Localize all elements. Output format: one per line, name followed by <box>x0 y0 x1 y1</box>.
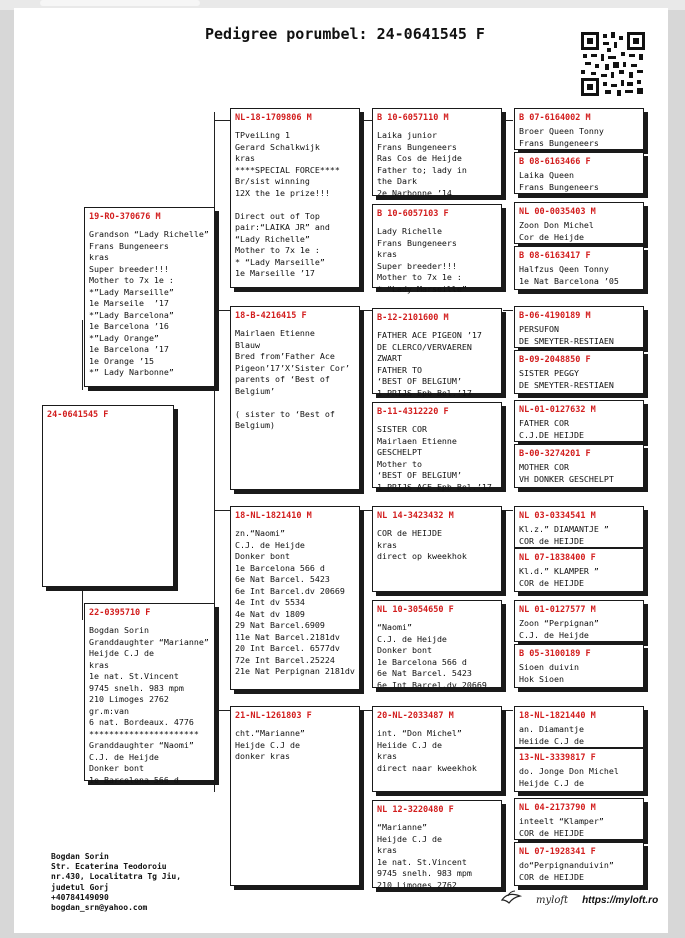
great-grandparent-card[interactable] <box>372 506 502 592</box>
card-text: do. Jonge Don Michel Heijde C.J de <box>519 766 619 788</box>
card-text: FATHER ACE PIGEON ’17 DE CLERCO/VERVAEREN ZWART FATHER TO ‘BEST OF BELGIUM’ 1 PRIJS Epb Bel.’17 <box>377 330 482 398</box>
connector <box>362 710 372 711</box>
connector <box>503 710 513 711</box>
ring-number: NL 07-1928341 F <box>519 847 596 857</box>
brand-footer <box>500 890 658 910</box>
card-text: PERSUFON DE SMEYTER-RESTIAEN <box>519 324 614 346</box>
connector <box>503 310 513 311</box>
card-text: do“Perpignanduivin” COR de HEIJDE <box>519 860 614 882</box>
ring-number: 13-NL-3339817 F <box>519 753 596 763</box>
ggg-card[interactable] <box>514 798 644 840</box>
top-bar-pill <box>40 0 200 6</box>
brand-logo-text: myloft <box>536 894 569 906</box>
ggg-card[interactable] <box>514 400 644 442</box>
connector <box>82 320 83 390</box>
great-grandparent-card[interactable] <box>372 600 502 688</box>
connector <box>82 590 83 620</box>
ggg-card[interactable] <box>514 108 644 150</box>
ring-number: NL 01-0127577 M <box>519 605 596 615</box>
card-text: MOTHER COR VH DONKER GESCHELPT <box>519 462 614 484</box>
card-text: Grandson “Lady Richelle” Frans Bungeneers kras Super breeder!!! Mother to 7x 1e : *”Lady Marseille” 1e Marseile ’17 *”Lady Barcelona” 1e Barcelona ’16 *”Lady Orange” 1e Barcelona ’17 1e Orange ’15 *” Lady Narbonne” <box>89 229 209 377</box>
grandparent-card[interactable] <box>230 306 360 490</box>
ring-number: NL-18-1709806 M <box>235 113 312 123</box>
ring-number: 19-RO-370676 M <box>89 212 161 222</box>
ring-number: NL 03-0334541 M <box>519 511 596 521</box>
card-text: Lady Richelle Frans Bungeneers kras Super breeder!!! Mother to 7x 1e : * “Lady Marseille” <box>377 226 467 294</box>
ring-number: B 08-6163417 F <box>519 251 591 261</box>
ring-number: NL 12-3220480 F <box>377 805 454 815</box>
ring-number: 21-NL-1261803 F <box>235 711 312 721</box>
ggg-card[interactable] <box>514 748 644 792</box>
ggg-card[interactable] <box>514 152 644 194</box>
card-text: Bogdan Sorin Granddaughter “Marianne” Heijde C.J de kras 1e nat. St.Vincent 9745 snelh. 983 mpm 210 Limoges 2762 gr.m:van 6 nat. Bordeaux. 4776 ********************** Granddaughter “Naomi” C.J. de Heijde Donker bont 1e Barcelona 566 d <box>89 625 209 785</box>
grandparent-card[interactable] <box>230 108 360 288</box>
great-grandparent-card[interactable] <box>372 800 502 888</box>
grandparent-card[interactable] <box>230 706 360 886</box>
ring-number: 22-0395710 F <box>89 608 151 618</box>
card-text: zn.“Naomi” C.J. de Heijde Donker bont 1e Barcelona 566 d 6e Nat Barcel. 5423 6e Int Barcel.dv 20669 4e Int dv 5534 4e Nat dv 1809 29 Nat Barcel.6909 11e Nat Barcel.2181dv 20 Int Barcel. 6577dv 72e Int Barcel.25224 21e Nat Perpignan 2181dv <box>235 528 355 676</box>
connector <box>362 510 372 511</box>
great-grandparent-card[interactable] <box>372 402 502 492</box>
ggg-card[interactable] <box>514 202 644 244</box>
subject-card[interactable] <box>42 405 174 587</box>
card-text: SISTER PEGGY DE SMEYTER-RESTIAEN <box>519 368 614 390</box>
card-text: Laika junior Frans Bungeneers Ras Cos de Heijde Father to; lady in the Dark 2e Narbonne ’14 <box>377 130 467 198</box>
card-text: “Marianne” Heijde C.J de kras 1e nat. St.Vincent 9745 snelh. 983 mpm 210 Limoges 2762 <box>377 822 472 890</box>
sire-card[interactable] <box>84 207 215 387</box>
card-text: SISTER COR Mairlaen Etienne GESCHELPT Mother to ‘BEST OF BELGIUM’ 1 PRIJS ACE Epb Bel.’17 <box>377 424 492 492</box>
ring-number: 20-NL-2033487 M <box>377 711 454 721</box>
ring-number: B 08-6163466 F <box>519 157 591 167</box>
card-text: an. Diamantje Heiide C.J de <box>519 724 584 746</box>
ggg-card[interactable] <box>514 444 644 488</box>
ring-number: B-00-3274201 F <box>519 449 591 459</box>
ring-number: NL 00-0035403 M <box>519 207 596 217</box>
card-text: TPveiLing 1 Gerard Schalkwijk kras ****SPECIAL FORCE**** Br/sist winning 12X the 1e prize!!! Direct out of Top pair:“LAIKA JR” and “Lady Richelle” Mother to 7x 1e : * “Lady Marseille” 1e Marseille ’17 <box>235 130 340 278</box>
connector <box>362 310 372 311</box>
card-text: Zoon Don Michel Cor de Heijde <box>519 220 594 242</box>
card-text: Halfzus Qeen Tonny 1e Nat Barcelona ’05 <box>519 264 619 286</box>
ggg-card[interactable] <box>514 842 644 886</box>
ggg-card[interactable] <box>514 644 644 688</box>
ring-number: 18-B-4216415 F <box>235 311 307 321</box>
ring-number: 18-NL-1821410 M <box>235 511 312 521</box>
card-text: Kl.z.” DIAMANTJE ” COR de HEIJDE <box>519 524 609 546</box>
ring-number: B 10-6057110 M <box>377 113 449 123</box>
connector <box>214 120 230 121</box>
great-grandparent-card[interactable] <box>372 706 502 792</box>
ggg-card[interactable] <box>514 246 644 290</box>
connector <box>503 120 513 121</box>
brand-url[interactable]: https://myloft.ro <box>582 894 659 906</box>
card-text: cht.“Marianne” Heijde C.J de donker kras <box>235 728 305 761</box>
ring-number: 24-0641545 F <box>47 410 109 420</box>
ggg-card[interactable] <box>514 706 644 748</box>
ggg-card[interactable] <box>514 506 644 548</box>
card-text: Broer Queen Tonny Frans Bungeneers <box>519 126 604 148</box>
card-text: Kl.d.” KLAMPER ” COR de HEIJDE <box>519 566 599 588</box>
card-text: FATHER COR C.J.DE HEIJDE <box>519 418 584 440</box>
ring-number: B 10-6057103 F <box>377 209 449 219</box>
great-grandparent-card[interactable] <box>372 108 502 196</box>
ring-number: B-09-2048850 F <box>519 355 591 365</box>
card-text <box>47 427 171 584</box>
connector <box>214 710 230 711</box>
ring-number: NL-01-0127632 M <box>519 405 596 415</box>
connector <box>214 510 230 511</box>
ring-number: NL 07-1838400 F <box>519 553 596 563</box>
card-text: Sioen duivin Hok Sioen <box>519 662 579 684</box>
ggg-card[interactable] <box>514 600 644 642</box>
card-text: Zoon “Perpignan” C.J. de Heijde <box>519 618 599 640</box>
card-text: COR de HEIJDE kras direct op kweekhok <box>377 528 467 561</box>
connector <box>152 388 212 389</box>
connector <box>362 120 372 121</box>
ring-number: B-06-4190189 M <box>519 311 591 321</box>
ggg-card[interactable] <box>514 306 644 348</box>
ggg-card[interactable] <box>514 548 644 592</box>
pigeon-icon <box>500 890 522 910</box>
connector <box>503 510 513 511</box>
card-text: inteelt “Klamper” COR de HEIJDE <box>519 816 604 838</box>
connector <box>214 310 230 311</box>
ring-number: 18-NL-1821440 M <box>519 711 596 721</box>
card-text: “Naomi” C.J. de Heijde Donker bont 1e Barcelona 566 d 6e Nat Barcel. 5423 6e Int Barcel.dv 20669 <box>377 622 487 690</box>
ggg-card[interactable] <box>514 350 644 394</box>
ring-number: B-11-4312220 F <box>377 407 449 417</box>
card-text: Laika Queen Frans Bungeneers <box>519 170 599 192</box>
great-grandparent-card[interactable] <box>372 308 502 398</box>
ring-number: B 07-6164002 M <box>519 113 591 123</box>
card-text: int. “Don Michel” Heiide C.J de kras direct naar kweekhok <box>377 728 477 773</box>
qr-code-icon <box>581 32 645 96</box>
ring-number: B-12-2101600 M <box>377 313 449 323</box>
dam-card[interactable] <box>84 603 215 785</box>
grandparent-card[interactable] <box>230 506 360 690</box>
great-grandparent-card[interactable] <box>372 204 502 294</box>
page-title: Pedigree porumbel: 24-0641545 F <box>205 25 485 43</box>
owner-contact: Bogdan Sorin Str. Ecaterina Teodoroiu nr.430, Localitatra Tg Jiu, judetul Gorj +40784149090 bogdan_srn@yahoo.com <box>51 852 182 913</box>
ring-number: B 05-3100189 F <box>519 649 591 659</box>
ring-number: NL 10-3054650 F <box>377 605 454 615</box>
ring-number: NL 04-2173790 M <box>519 803 596 813</box>
card-text: Mairlaen Etienne Blauw Bred from’Father Ace Pigeon’17’X’Sister Cor’ parents of ‘Best of Belgium’ ( sister to ‘Best of Belgium) <box>235 328 350 430</box>
ring-number: NL 14-3423432 M <box>377 511 454 521</box>
